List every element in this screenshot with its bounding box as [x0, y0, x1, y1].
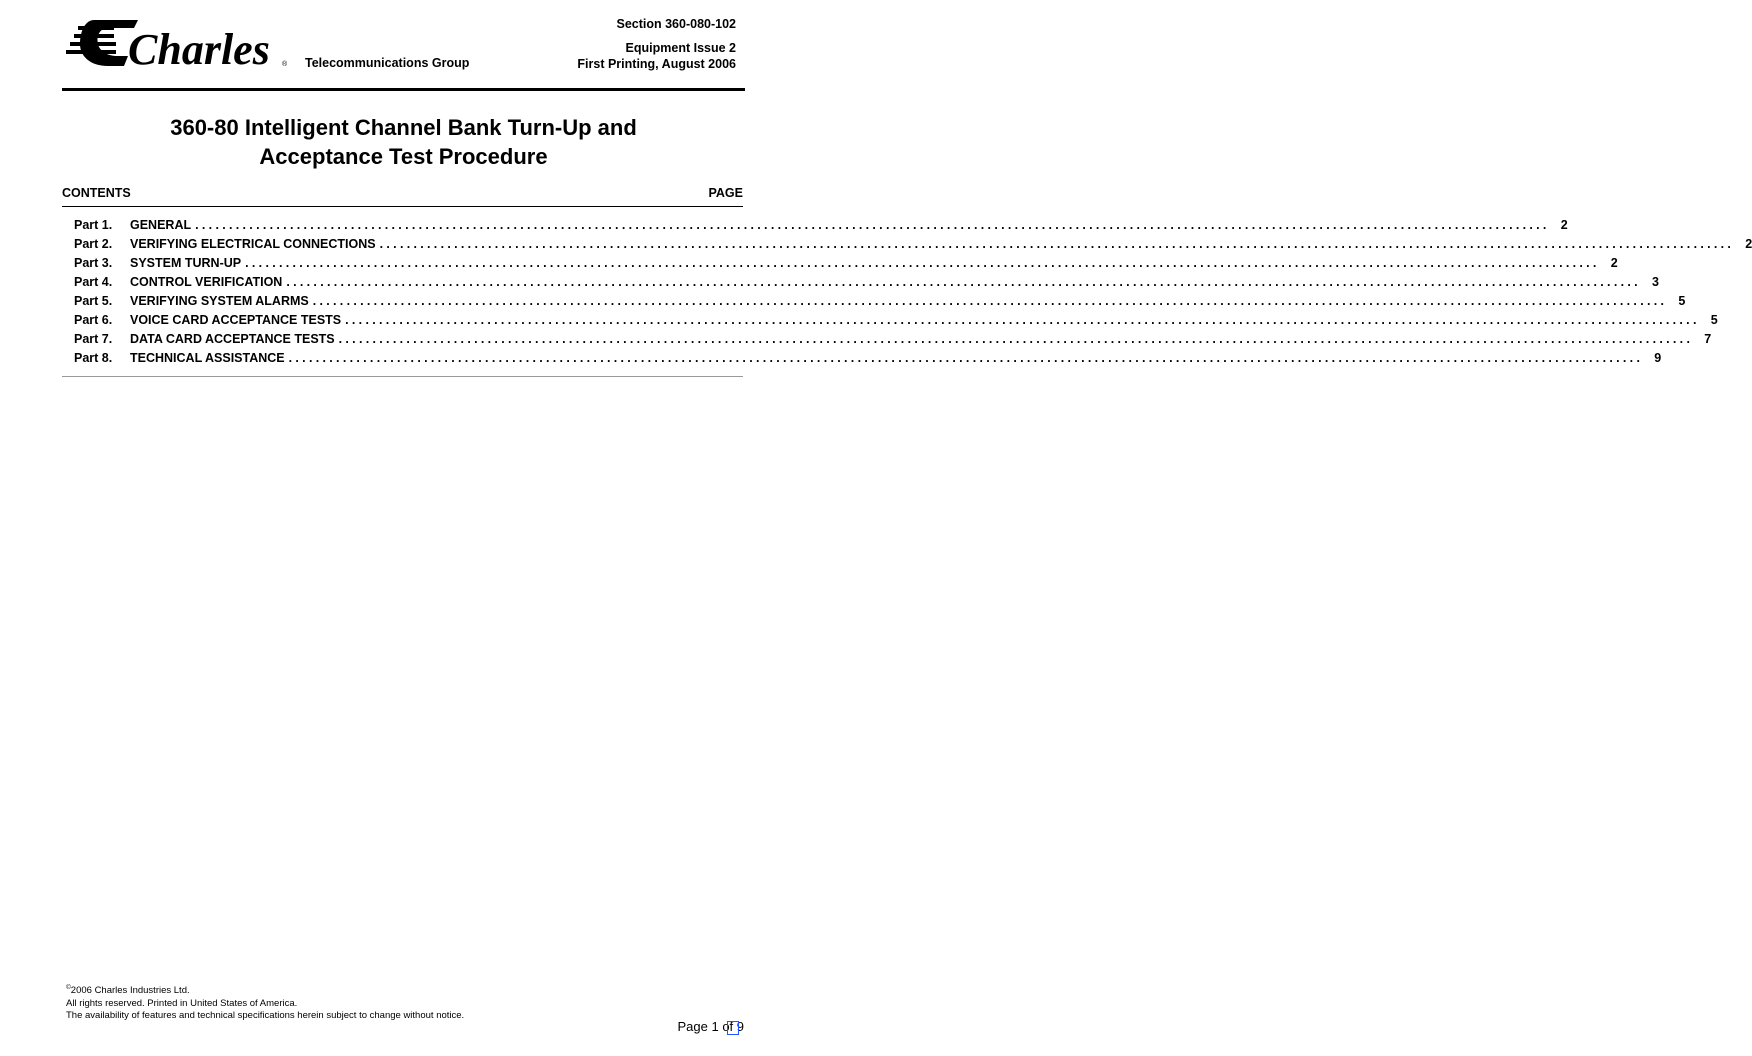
- toc-leader-dots: ........................................................................................................................................................................................................: [379, 237, 1735, 251]
- document-title: [62, 113, 745, 171]
- registered-mark: ®: [282, 61, 288, 68]
- toc-leader-dots: ........................................................................................................................................................................................................: [245, 256, 1600, 270]
- document-meta: [577, 16, 736, 72]
- toc-entry[interactable]: [74, 237, 1752, 256]
- toc-page-number: 5: [1678, 294, 1686, 308]
- toc-title: VERIFYING SYSTEM ALARMS: [130, 294, 309, 308]
- toc-leader-dots: ........................................................................................................................................................................................................: [312, 294, 1668, 308]
- toc-title: GENERAL: [130, 218, 192, 232]
- page-heading: PAGE: [708, 186, 743, 200]
- page-link-box[interactable]: [727, 1021, 739, 1035]
- toc-title: DATA CARD ACCEPTANCE TESTS: [130, 332, 335, 346]
- toc-entry[interactable]: [74, 332, 1712, 351]
- footer: [66, 982, 464, 1023]
- toc-entry[interactable]: [74, 218, 1568, 237]
- contents-header: [62, 186, 743, 200]
- logo-wordmark: Charles: [128, 25, 270, 74]
- toc-page-number: 7: [1704, 332, 1712, 346]
- toc-entry[interactable]: [74, 294, 1686, 313]
- toc-part-label: Part 2.: [74, 237, 113, 251]
- copyright-line: [66, 982, 464, 998]
- toc-part-label: Part 5.: [74, 294, 113, 308]
- charles-logo-graphic: [64, 16, 292, 72]
- contents-top-rule: [62, 206, 743, 207]
- toc-page-number: 2: [1610, 256, 1618, 270]
- toc-entry[interactable]: [74, 351, 1662, 370]
- toc-part-label: Part 7.: [74, 332, 113, 346]
- toc-page-number: 2: [1745, 237, 1752, 251]
- printing-date: First Printing, August 2006: [577, 57, 736, 71]
- equipment-issue: Equipment Issue 2: [625, 41, 736, 55]
- toc-entry[interactable]: [74, 275, 1659, 294]
- toc-part-label: Part 6.: [74, 313, 113, 327]
- charles-logo: [64, 16, 292, 72]
- section-number: Section 360-080-102: [616, 17, 736, 31]
- copyright-symbol: ©: [66, 984, 71, 991]
- toc-leader-dots: ........................................................................................................................................................................................................: [288, 351, 1644, 365]
- toc-part-label: Part 3.: [74, 256, 113, 270]
- toc-entry[interactable]: [74, 256, 1618, 275]
- toc-part-label: Part 4.: [74, 275, 113, 289]
- toc-leader-dots: ........................................................................................................................................................................................................: [286, 275, 1641, 289]
- table-of-contents: [74, 218, 1752, 370]
- toc-leader-dots: ........................................................................................................................................................................................................: [195, 218, 1550, 232]
- toc-part-label: Part 1.: [74, 218, 113, 232]
- toc-page-number: 5: [1710, 313, 1718, 327]
- toc-title: SYSTEM TURN-UP: [130, 256, 242, 270]
- contents-bottom-rule: [62, 376, 743, 377]
- title-line-2: Acceptance Test Procedure: [259, 144, 548, 169]
- toc-title: CONTROL VERIFICATION: [130, 275, 283, 289]
- toc-title: VOICE CARD ACCEPTANCE TESTS: [130, 313, 342, 327]
- rights-line: All rights reserved. Printed in United States of America.: [66, 997, 298, 1009]
- toc-leader-dots: ........................................................................................................................................................................................................: [338, 332, 1694, 346]
- notice-line: The availability of features and technical specifications herein subject to change without notice.: [66, 1010, 465, 1022]
- header-rule: [62, 88, 745, 91]
- copyright-text: 2006 Charles Industries Ltd.: [70, 985, 190, 997]
- toc-title: VERIFYING ELECTRICAL CONNECTIONS: [130, 237, 376, 251]
- toc-page-number: 2: [1560, 218, 1568, 232]
- toc-part-label: Part 8.: [74, 351, 113, 365]
- toc-entry[interactable]: [74, 313, 1718, 332]
- title-line-1: 360-80 Intelligent Channel Bank Turn-Up and: [170, 115, 637, 140]
- toc-page-number: 9: [1654, 351, 1662, 365]
- group-label: Telecommunications Group: [305, 56, 470, 70]
- page-number: Page 1 of 9: [677, 1019, 744, 1034]
- toc-leader-dots: ........................................................................................................................................................................................................: [345, 313, 1700, 327]
- toc-page-number: 3: [1651, 275, 1659, 289]
- toc-title: TECHNICAL ASSISTANCE: [130, 351, 285, 365]
- contents-heading: CONTENTS: [62, 186, 131, 200]
